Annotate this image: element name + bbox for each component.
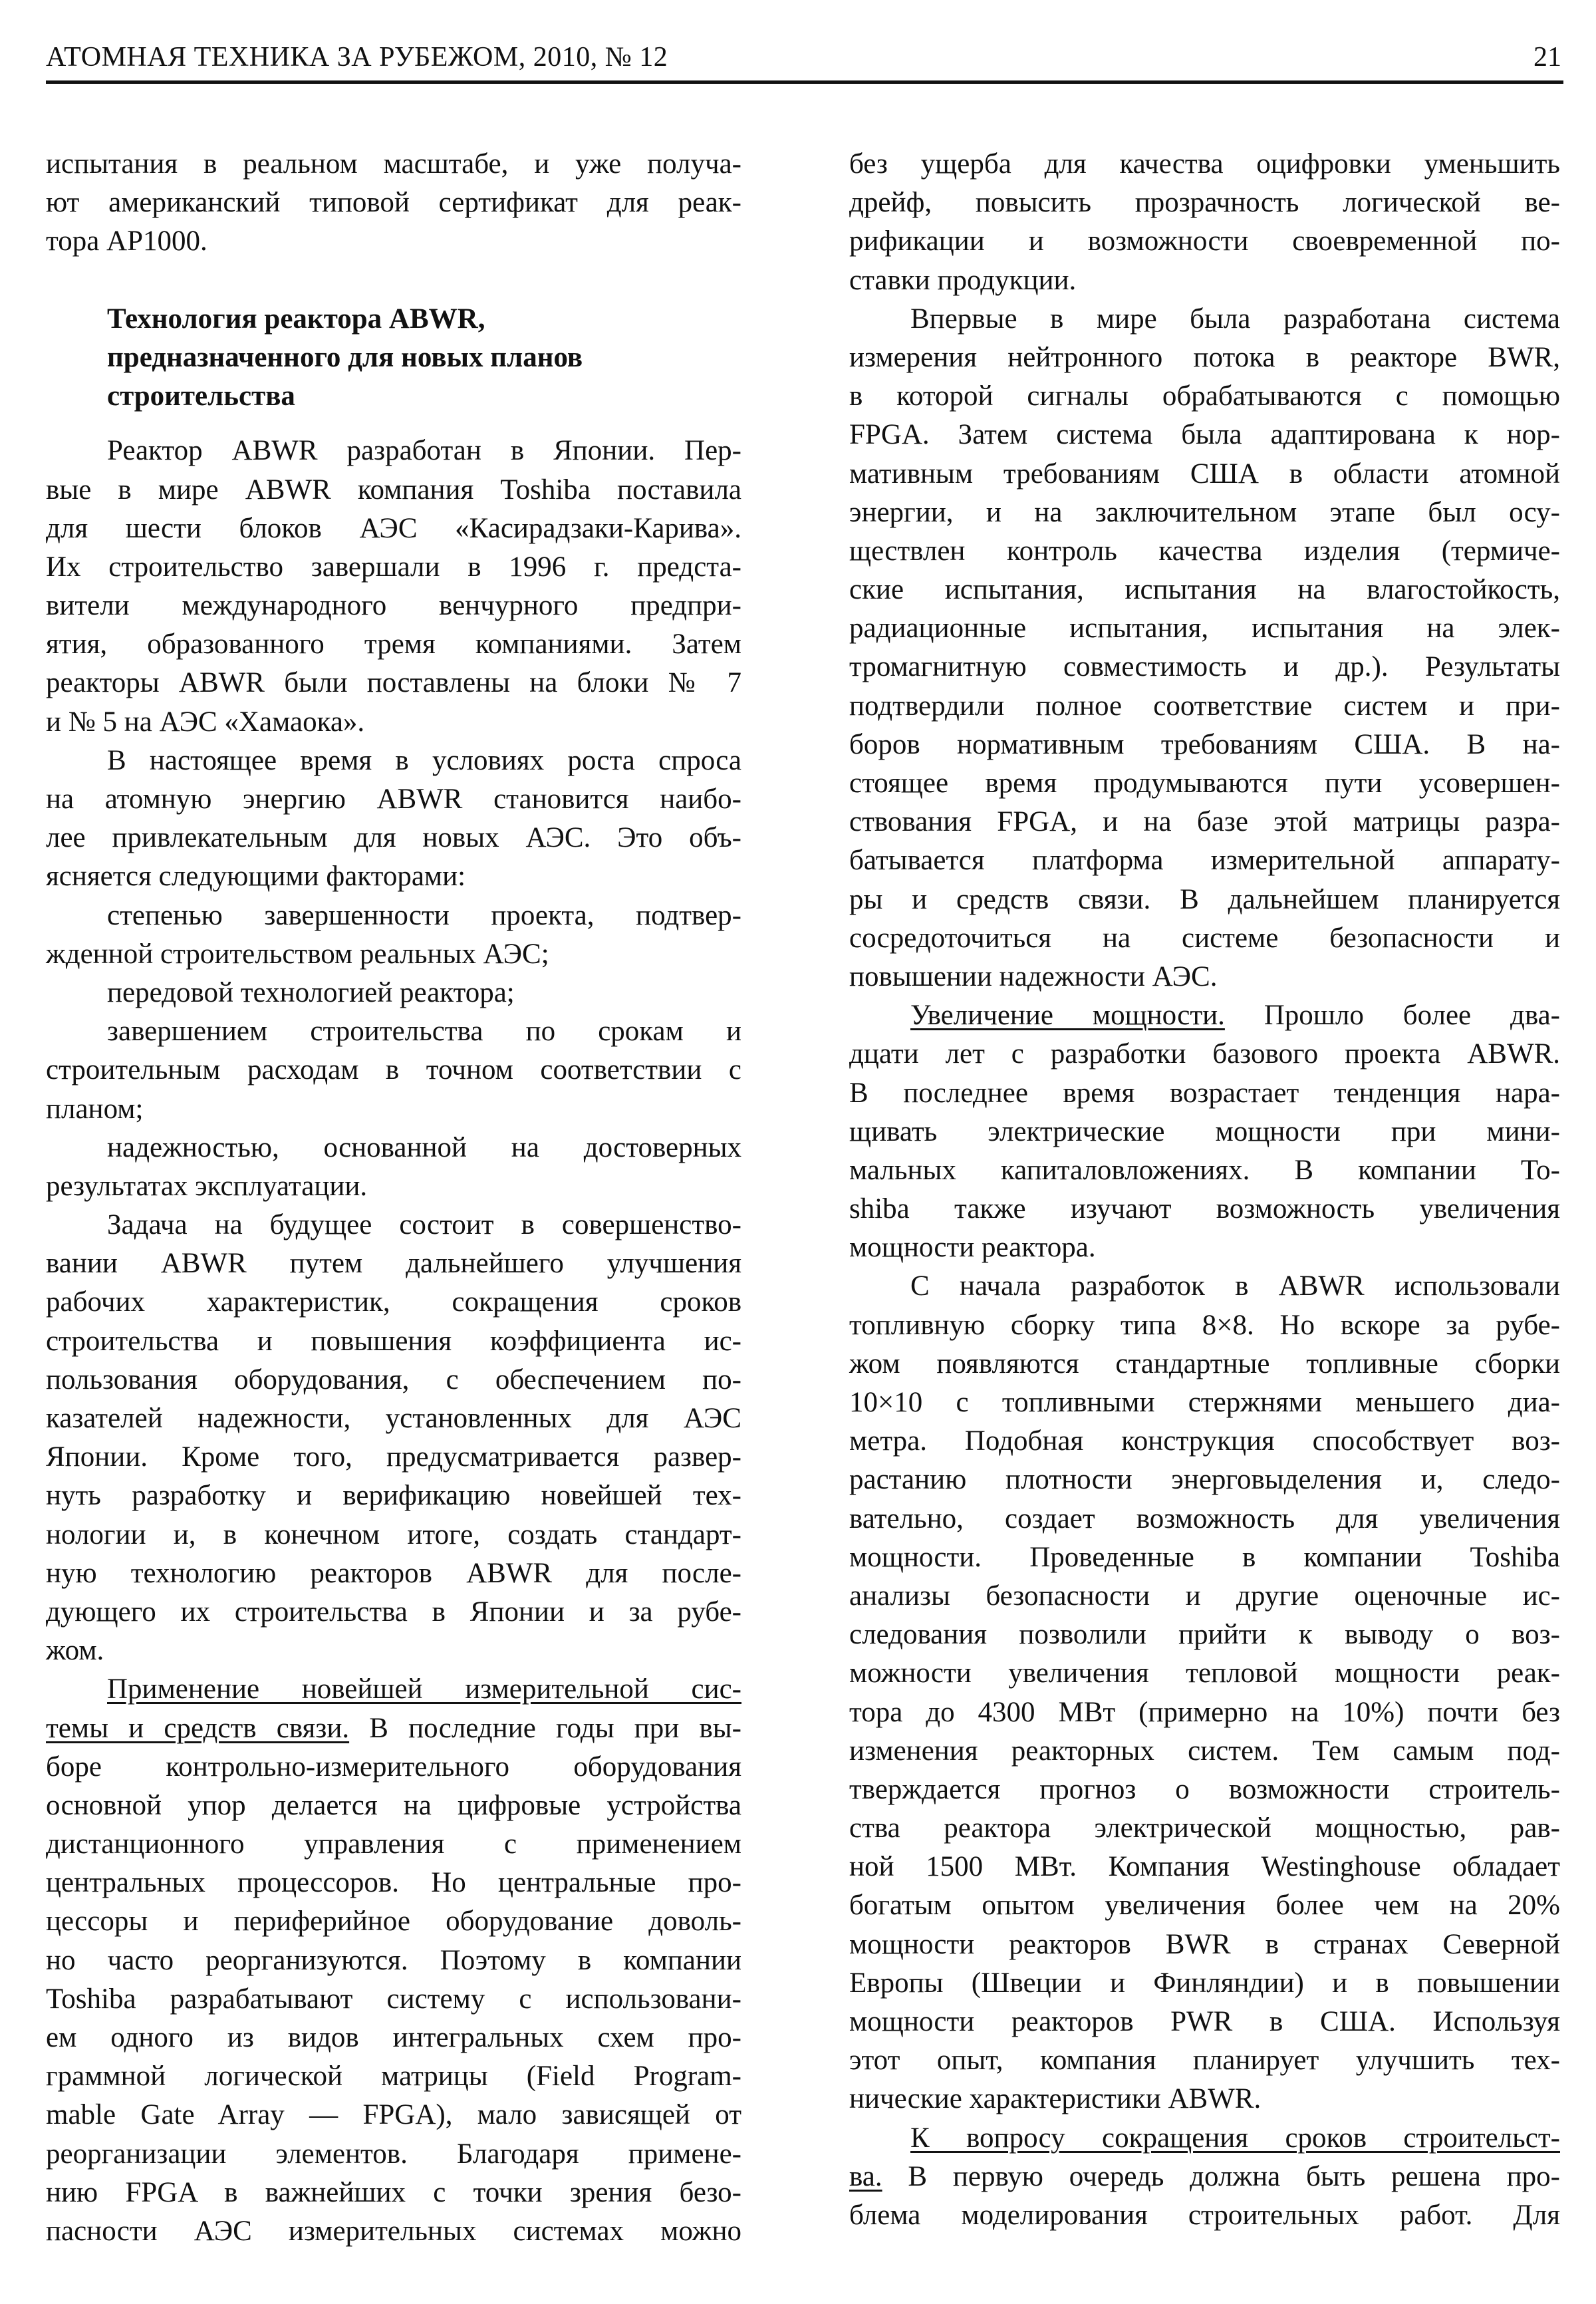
text-line: ставки продукции. <box>849 264 1077 296</box>
text-line: можности увеличения тепловой мощности реак- <box>849 1657 1560 1689</box>
text-line: строительным расходам в точном соответствии с <box>46 1054 741 1086</box>
text-line: дрейф, повысить прозрачность логической ве- <box>849 187 1560 219</box>
text-line: нуть разработку и верификацию новейшей тех- <box>46 1480 741 1512</box>
journal-title: АТОМНАЯ ТЕХНИКА ЗА РУБЕЖОМ, 2010, № 12 <box>46 42 668 72</box>
text-line: мощности реактора. <box>849 1232 1096 1264</box>
text-line: рификации и возможности своевременной по- <box>849 225 1560 257</box>
text-line: жом появляются стандартные топливные сборки <box>849 1348 1560 1379</box>
text-line: изменения реакторных систем. Тем самым под- <box>849 1735 1560 1767</box>
text-line: вые в мире ABWR компания Toshiba поставила <box>46 474 741 505</box>
text-line: испытания в реальном масштабе, и уже получа- <box>46 148 741 180</box>
text-line: центральных процессоров. Но центральные про- <box>46 1867 741 1899</box>
page-number: 21 <box>1533 42 1561 72</box>
text-line: ры и средств связи. В дальнейшем планируется <box>849 883 1560 915</box>
text-line: реорганизации элементов. Благодаря примене- <box>46 2138 741 2170</box>
text-line: mable Gate Array — FPGA), мало зависящей от <box>46 2099 741 2131</box>
text-line: повышении надежности АЭС. <box>849 960 1218 992</box>
text-line: ствования FPGA, и на базе этой матрицы разра- <box>849 806 1560 838</box>
text-line: блема моделирования строительных работ. Для <box>849 2199 1560 2231</box>
text-line: ские испытания, испытания на влагостойкость, <box>849 574 1560 606</box>
text-line: цессоры и периферийное оборудование доволь- <box>46 1906 741 1938</box>
text-line: дующего их строительства в Японии и за рубе- <box>46 1596 741 1628</box>
text-line: Их строительство завершали в 1996 г. предста- <box>46 551 741 583</box>
section-heading: Технология реактора ABWR, <box>107 303 485 335</box>
text-line: Японии. Кроме того, предусматривается развер- <box>46 1441 741 1473</box>
text-line: жденной строительством реальных АЭС; <box>46 938 549 970</box>
text-line: мальных капиталовложениях. В компании To- <box>849 1154 1560 1186</box>
text-line: тора АР1000. <box>46 225 207 257</box>
text-line: ной 1500 МВт. Компания Westinghouse обладает <box>849 1851 1560 1883</box>
text-line: тромагнитную совместимость и др.). Результаты <box>849 651 1560 683</box>
text-line: мативным требованиям США в области атомной <box>849 458 1560 490</box>
text-run: В последние годы при вы- <box>349 1712 742 1744</box>
text-line <box>849 996 1560 1035</box>
text-line: передовой технологией реактора; <box>107 976 515 1008</box>
text-line: пользования оборудования, с обеспечением по- <box>46 1364 741 1395</box>
text-line: мощности. Проведенные в компании Toshiba <box>849 1541 1560 1573</box>
text-line: мощности реакторов BWR в странах Северной <box>849 1928 1560 1960</box>
text-line: Европы (Швеции и Финляндии) и в повышении <box>849 1967 1560 1999</box>
text-line: ства реактора электрической мощностью, рав- <box>849 1812 1560 1844</box>
subheading-underlined: Увеличение мощности. <box>910 1000 1225 1032</box>
text-line: в которой сигналы обрабатываются с помощью <box>849 380 1560 412</box>
text-line: дистанционного управления с применением <box>46 1828 741 1860</box>
text-line: нологии и, в конечном итоге, создать стандарт- <box>46 1518 741 1550</box>
text-line: граммной логической матрицы (Field Program- <box>46 2061 741 2092</box>
text-line: жом. <box>46 1635 104 1667</box>
section-heading: предназначенного для новых планов <box>107 341 583 373</box>
spacer <box>46 261 741 300</box>
text-line-underlined <box>849 2119 1560 2158</box>
text-line: сосредоточиться на системе безопасности и <box>849 922 1560 954</box>
text-line: измерения нейтронного потока в реакторе BWR, <box>849 341 1560 373</box>
subheading-underlined: ва. <box>849 2160 882 2192</box>
text-line: основной упор делается на цифровые устройства <box>46 1789 741 1821</box>
text-line: батывается платформа измерительной аппарату- <box>849 845 1560 877</box>
text-line: вательно, создает возможность для увеличения <box>849 1503 1560 1534</box>
text-line: растанию плотности энерговыделения и, следо- <box>849 1464 1560 1496</box>
text-line: ем одного из видов интегральных схем про- <box>46 2022 741 2053</box>
text-line: FPGA. Затем система была адаптирована к нор- <box>849 419 1560 451</box>
text-line: стоящее время продумываются пути усовершен- <box>849 768 1560 799</box>
section-heading: строительства <box>107 380 295 412</box>
text-line: тверждается прогноз о возможности строитель- <box>849 1773 1560 1805</box>
text-line: рабочих характеристик, сокращения сроков <box>46 1286 741 1318</box>
text-line: ществлен контроль качества изделия (термиче- <box>849 535 1560 567</box>
text-line: вители международного венчурного предпри- <box>46 590 741 622</box>
text-line: боре контрольно-измерительного оборудования <box>46 1751 741 1783</box>
header-rule <box>46 80 1563 84</box>
text-line: степенью завершенности проекта, подтвер- <box>107 899 741 931</box>
text-line: топливную сборку типа 8×8. Но вскоре за рубе- <box>849 1309 1560 1341</box>
text-line: боров нормативным требованиям США. В на- <box>849 728 1560 760</box>
text-line: завершением строительства по срокам и <box>107 1016 741 1048</box>
text-line: богатым опытом увеличения более чем на 20% <box>849 1890 1560 1922</box>
subheading-underlined: Применение новейшей измерительной сис- <box>107 1673 741 1705</box>
text-line: тора до 4300 МВт (примерно на 10%) почти без <box>849 1696 1560 1728</box>
text-line: нические характеристики ABWR. <box>849 2083 1262 2115</box>
text-line: С начала разработок в ABWR использовали <box>910 1270 1560 1302</box>
text-line: планом; <box>46 1093 144 1125</box>
text-line: пасности АЭС измерительных системах можно <box>46 2215 741 2247</box>
text-line: подтвердили полное соответствие систем и при- <box>849 690 1560 722</box>
text-line: мощности реакторов PWR в США. Используя <box>849 2006 1560 2037</box>
text-line: на атомную энергию ABWR становится наибо- <box>46 784 741 815</box>
text-line: shiba также изучают возможность увеличения <box>849 1193 1560 1225</box>
text-line: следования позволили прийти к выводу о воз- <box>849 1619 1560 1651</box>
text-line: вании ABWR путем дальнейшего улучшения <box>46 1248 741 1280</box>
text-line: радиационные испытания, испытания на элек- <box>849 613 1560 645</box>
text-line: ясняется следующими факторами: <box>46 861 466 893</box>
text-line: щивать электрические мощности при мини- <box>849 1115 1560 1147</box>
text-line: казателей надежности, установленных для АЭС <box>46 1403 741 1434</box>
text-line: надежностью, основанной на достоверных <box>107 1131 741 1163</box>
text-line: Реактор ABWR разработан в Японии. Пер- <box>107 435 741 467</box>
text-line: 10×10 с топливными стержнями меньшего диа- <box>849 1387 1560 1418</box>
text-line: энергии, и на заключительном этапе был осу- <box>849 496 1560 528</box>
text-line: В последнее время возрастает тенденция нара- <box>849 1077 1560 1109</box>
text-line: дцати лет с разработки базового проекта ABWR. <box>849 1038 1560 1070</box>
text-line: но часто реорганизуются. Поэтому в компании <box>46 1944 741 1976</box>
spacer <box>46 416 741 432</box>
text-line: этот опыт, компания планирует улучшить тех- <box>849 2045 1560 2077</box>
text-line: нию FPGA в важнейших с точки зрения безо- <box>46 2176 741 2208</box>
text-line: ную технологию реакторов ABWR для после- <box>46 1557 741 1589</box>
text-line: метра. Подобная конструкция способствует воз- <box>849 1425 1560 1457</box>
text-line <box>849 2158 1560 2196</box>
text-line: анализы безопасности и другие оценочные ис- <box>849 1580 1560 1612</box>
subheading-underlined: К вопросу сокращения сроков строительст- <box>910 2122 1560 2154</box>
text-line: строительства и повышения коэффициента ис- <box>46 1325 741 1357</box>
text-line: ют американский типовой сертификат для реак- <box>46 187 741 219</box>
text-run: Прошло более два- <box>1224 1000 1560 1032</box>
text-line: для шести блоков АЭС «Касирадзаки-Карива». <box>46 512 741 544</box>
text-line: Toshiba разрабатывают систему с использовани- <box>46 1983 741 2015</box>
text-line: реакторы ABWR были поставлены на блоки № 7 <box>46 667 741 699</box>
text-line: В настоящее время в условиях роста спроса <box>107 744 741 776</box>
left-column <box>46 145 741 2251</box>
text-line-underlined <box>46 1670 741 1709</box>
text-run: В первую очередь должна быть решена про- <box>882 2160 1560 2192</box>
text-line: Задача на будущее состоит в совершенство- <box>107 1209 741 1241</box>
subheading-underlined: темы и средств связи. <box>46 1712 350 1744</box>
text-line <box>46 1709 741 1748</box>
right-column <box>849 145 1560 2235</box>
text-line: результатах эксплуатации. <box>46 1170 368 1202</box>
text-line: лее привлекательным для новых АЭС. Это объ- <box>46 822 741 854</box>
text-line: и № 5 на АЭС «Хамаока». <box>46 706 365 738</box>
text-line: Впервые в мире была разработана система <box>910 303 1560 335</box>
text-line: без ущерба для качества оцифровки уменьшить <box>849 148 1560 180</box>
text-line: ятия, образованного тремя компаниями. Затем <box>46 629 741 660</box>
